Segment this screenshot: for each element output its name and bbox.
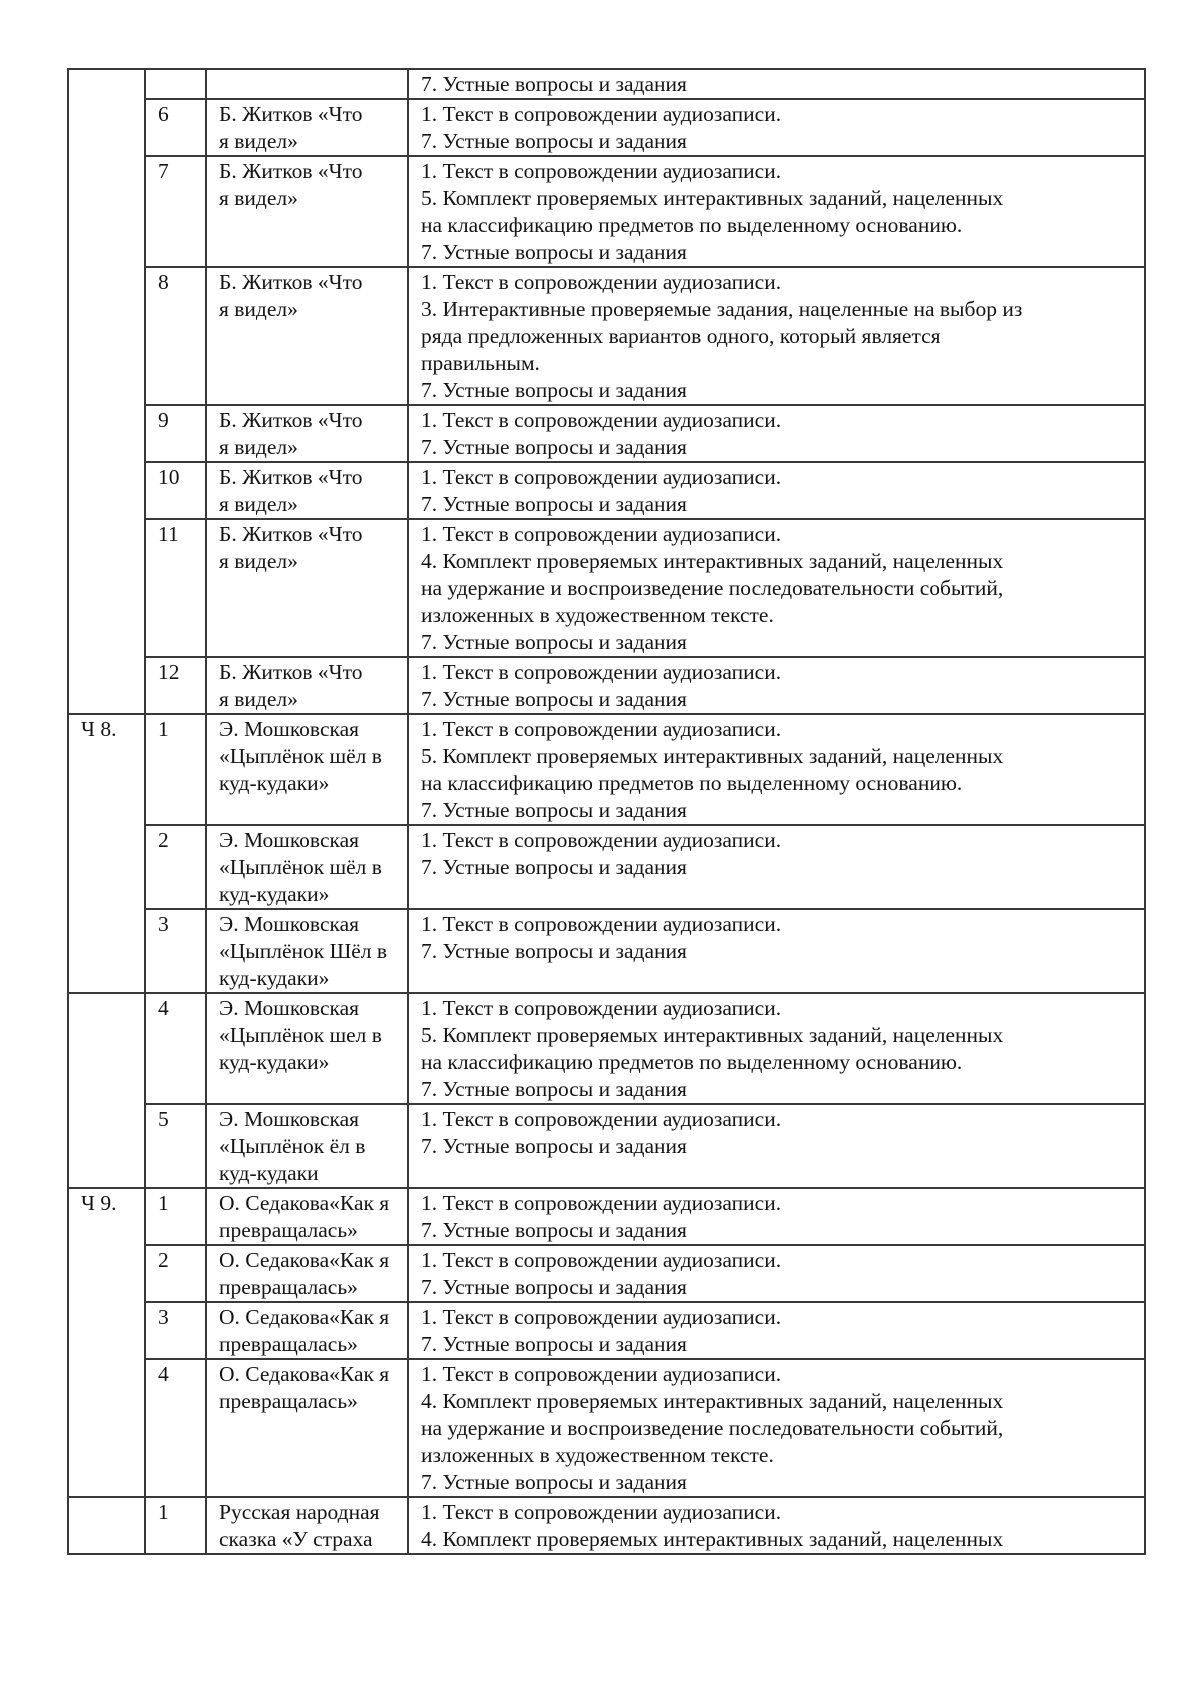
- tasks-cell: [408, 993, 1145, 1104]
- task-line: 1. Текст в сопровождении аудиозаписи.: [421, 1191, 782, 1215]
- table-row: [68, 714, 1145, 825]
- lesson-number-cell: [145, 993, 206, 1104]
- lesson-number-cell: [145, 1245, 206, 1302]
- work-title-cell: [206, 1104, 408, 1188]
- work-title-line: я видел»: [219, 687, 298, 711]
- work-title-line: превращалась»: [219, 1218, 358, 1242]
- table-row: [68, 825, 1145, 909]
- lesson-number: 4: [158, 1362, 169, 1386]
- work-title-line: превращалась»: [219, 1275, 358, 1299]
- lesson-number-cell: [145, 1302, 206, 1359]
- table-row: [68, 657, 1145, 714]
- work-title-cell: [206, 405, 408, 462]
- task-line: 5. Комплект проверяемых интерактивных заданий, нацеленных: [421, 744, 1004, 768]
- chapter-label: Ч 8.: [81, 717, 117, 741]
- task-line: 7. Устные вопросы и задания: [421, 1134, 687, 1158]
- task-line: 7. Устные вопросы и задания: [421, 435, 687, 459]
- table-row: [68, 1497, 1145, 1554]
- table-row: [68, 99, 1145, 156]
- curriculum-table: [67, 68, 1146, 1555]
- table-row: [68, 405, 1145, 462]
- work-title-line: О. Седакова«Как я: [219, 1362, 390, 1386]
- task-line: 7. Устные вопросы и задания: [421, 1275, 687, 1299]
- lesson-number-cell: [145, 1104, 206, 1188]
- work-title-cell: [206, 825, 408, 909]
- work-title-line: О. Седакова«Как я: [219, 1248, 390, 1272]
- lesson-number: 4: [158, 996, 169, 1020]
- chapter-cell: [68, 1497, 145, 1554]
- lesson-number-cell: [145, 69, 206, 99]
- lesson-number-cell: [145, 156, 206, 267]
- lesson-number: 7: [158, 159, 169, 183]
- task-line: 7. Устные вопросы и задания: [421, 855, 687, 879]
- work-title-line: превращалась»: [219, 1389, 358, 1413]
- work-title-line: «Цыплёнок шёл в: [219, 855, 382, 879]
- lesson-number-cell: [145, 825, 206, 909]
- lesson-number: 3: [158, 1305, 169, 1329]
- task-line: 4. Комплект проверяемых интерактивных заданий, нацеленных: [421, 549, 1004, 573]
- table-row: [68, 1188, 1145, 1245]
- task-line: правильным.: [421, 351, 540, 375]
- work-title-cell: [206, 462, 408, 519]
- chapter-label: Ч 9.: [81, 1191, 117, 1215]
- work-title-line: я видел»: [219, 492, 298, 516]
- lesson-number: 1: [158, 1500, 169, 1524]
- work-title-cell: [206, 1302, 408, 1359]
- lesson-number-cell: [145, 99, 206, 156]
- tasks-cell: [408, 1359, 1145, 1497]
- table-row: [68, 1104, 1145, 1188]
- task-line: 1. Текст в сопровождении аудиозаписи.: [421, 1107, 782, 1131]
- chapter-cell: [68, 1188, 145, 1497]
- work-title-line: куд-кудаки»: [219, 771, 330, 795]
- tasks-cell: [408, 267, 1145, 405]
- table-row: [68, 519, 1145, 657]
- work-title-line: я видел»: [219, 549, 298, 573]
- work-title-line: Б. Житков «Что: [219, 660, 363, 684]
- work-title-line: сказка «У страха: [219, 1527, 373, 1551]
- work-title-cell: [206, 1497, 408, 1554]
- lesson-number: 9: [158, 408, 169, 432]
- task-line: 1. Текст в сопровождении аудиозаписи.: [421, 1305, 782, 1329]
- task-line: 1. Текст в сопровождении аудиозаписи.: [421, 522, 782, 546]
- task-line: 7. Устные вопросы и задания: [421, 1332, 687, 1356]
- tasks-cell: [408, 1497, 1145, 1554]
- task-line: 1. Текст в сопровождении аудиозаписи.: [421, 465, 782, 489]
- work-title-line: Э. Мошковская: [219, 1107, 360, 1131]
- table-body: [68, 69, 1145, 1554]
- lesson-number: 11: [158, 522, 179, 546]
- task-line: 1. Текст в сопровождении аудиозаписи.: [421, 717, 782, 741]
- lesson-number: 5: [158, 1107, 169, 1131]
- work-title-line: Э. Мошковская: [219, 996, 360, 1020]
- lesson-number-cell: [145, 714, 206, 825]
- work-title-line: О. Седакова«Как я: [219, 1191, 390, 1215]
- tasks-cell: [408, 1245, 1145, 1302]
- work-title-line: Б. Житков «Что: [219, 270, 363, 294]
- tasks-cell: [408, 714, 1145, 825]
- task-line: 5. Комплект проверяемых интерактивных заданий, нацеленных: [421, 186, 1004, 210]
- task-line: 7. Устные вопросы и задания: [421, 129, 687, 153]
- work-title-cell: [206, 657, 408, 714]
- work-title-cell: [206, 519, 408, 657]
- tasks-cell: [408, 909, 1145, 993]
- lesson-number-cell: [145, 1188, 206, 1245]
- task-line: 7. Устные вопросы и задания: [421, 687, 687, 711]
- lesson-number: 1: [158, 1191, 169, 1215]
- work-title-line: Б. Житков «Что: [219, 102, 363, 126]
- work-title-cell: [206, 1245, 408, 1302]
- work-title-line: Э. Мошковская: [219, 912, 360, 936]
- work-title-line: Э. Мошковская: [219, 828, 360, 852]
- task-line: 1. Текст в сопровождении аудиозаписи.: [421, 159, 782, 183]
- work-title-line: Б. Житков «Что: [219, 522, 363, 546]
- task-line: 4. Комплект проверяемых интерактивных заданий, нацеленных: [421, 1527, 1004, 1551]
- work-title-line: «Цыплёнок шёл в: [219, 744, 382, 768]
- lesson-number-cell: [145, 657, 206, 714]
- lesson-number: 8: [158, 270, 169, 294]
- lesson-number: 6: [158, 102, 169, 126]
- task-line: 1. Текст в сопровождении аудиозаписи.: [421, 996, 782, 1020]
- lesson-number: 3: [158, 912, 169, 936]
- task-line: 7. Устные вопросы и задания: [421, 72, 687, 96]
- chapter-cell: [68, 993, 145, 1188]
- task-line: 7. Устные вопросы и задания: [421, 630, 687, 654]
- task-line: изложенных в художественном тексте.: [421, 603, 774, 627]
- tasks-cell: [408, 1104, 1145, 1188]
- lesson-number: 12: [158, 660, 180, 684]
- table-row: [68, 909, 1145, 993]
- lesson-number: 1: [158, 717, 169, 741]
- tasks-cell: [408, 519, 1145, 657]
- work-title-line: я видел»: [219, 435, 298, 459]
- task-line: ряда предложенных вариантов одного, который является: [421, 324, 941, 348]
- task-line: 7. Устные вопросы и задания: [421, 1077, 687, 1101]
- task-line: на удержание и воспроизведение последовательности событий,: [421, 1416, 1004, 1440]
- table-row: [68, 1359, 1145, 1497]
- task-line: 7. Устные вопросы и задания: [421, 939, 687, 963]
- work-title-cell: [206, 909, 408, 993]
- table-row: [68, 69, 1145, 99]
- lesson-number-cell: [145, 1497, 206, 1554]
- task-line: на удержание и воспроизведение последовательности событий,: [421, 576, 1004, 600]
- task-line: 1. Текст в сопровождении аудиозаписи.: [421, 912, 782, 936]
- task-line: 1. Текст в сопровождении аудиозаписи.: [421, 828, 782, 852]
- work-title-cell: [206, 69, 408, 99]
- chapter-cell: [68, 714, 145, 993]
- lesson-number-cell: [145, 1359, 206, 1497]
- work-title-cell: [206, 993, 408, 1104]
- tasks-cell: [408, 99, 1145, 156]
- table-row: [68, 267, 1145, 405]
- work-title-line: куд-кудаки»: [219, 1050, 330, 1074]
- work-title-line: куд-кудаки»: [219, 966, 330, 990]
- task-line: 4. Комплект проверяемых интерактивных заданий, нацеленных: [421, 1389, 1004, 1413]
- work-title-line: «Цыплёнок шел в: [219, 1023, 382, 1047]
- task-line: 1. Текст в сопровождении аудиозаписи.: [421, 1248, 782, 1272]
- work-title-line: Б. Житков «Что: [219, 159, 363, 183]
- task-line: 7. Устные вопросы и задания: [421, 378, 687, 402]
- lesson-number-cell: [145, 462, 206, 519]
- task-line: 7. Устные вопросы и задания: [421, 1218, 687, 1242]
- task-line: изложенных в художественном тексте.: [421, 1443, 774, 1467]
- lesson-number-cell: [145, 909, 206, 993]
- work-title-cell: [206, 1359, 408, 1497]
- work-title-cell: [206, 99, 408, 156]
- work-title-cell: [206, 156, 408, 267]
- task-line: 1. Текст в сопровождении аудиозаписи.: [421, 408, 782, 432]
- task-line: 1. Текст в сопровождении аудиозаписи.: [421, 102, 782, 126]
- tasks-cell: [408, 156, 1145, 267]
- table-row: [68, 1245, 1145, 1302]
- lesson-number-cell: [145, 405, 206, 462]
- task-line: 5. Комплект проверяемых интерактивных заданий, нацеленных: [421, 1023, 1004, 1047]
- table-row: [68, 1302, 1145, 1359]
- table-row: [68, 156, 1145, 267]
- tasks-cell: [408, 657, 1145, 714]
- task-line: 1. Текст в сопровождении аудиозаписи.: [421, 660, 782, 684]
- task-line: на классификацию предметов по выделенному основанию.: [421, 213, 963, 237]
- task-line: 7. Устные вопросы и задания: [421, 492, 687, 516]
- work-title-cell: [206, 1188, 408, 1245]
- tasks-cell: [408, 69, 1145, 99]
- task-line: 7. Устные вопросы и задания: [421, 240, 687, 264]
- work-title-line: Э. Мошковская: [219, 717, 360, 741]
- work-title-line: куд-кудаки»: [219, 882, 330, 906]
- lesson-number: 2: [158, 1248, 169, 1272]
- work-title-line: я видел»: [219, 297, 298, 321]
- work-title-cell: [206, 714, 408, 825]
- tasks-cell: [408, 462, 1145, 519]
- work-title-line: О. Седакова«Как я: [219, 1305, 390, 1329]
- chapter-cell: [68, 69, 145, 714]
- work-title-line: Русская народная: [219, 1500, 380, 1524]
- task-line: 7. Устные вопросы и задания: [421, 1470, 687, 1494]
- tasks-cell: [408, 825, 1145, 909]
- tasks-cell: [408, 1188, 1145, 1245]
- task-line: 7. Устные вопросы и задания: [421, 798, 687, 822]
- lesson-number-cell: [145, 267, 206, 405]
- work-title-line: «Цыплёнок Шёл в: [219, 939, 388, 963]
- work-title-line: куд-кудаки: [219, 1161, 319, 1185]
- task-line: 1. Текст в сопровождении аудиозаписи.: [421, 1362, 782, 1386]
- lesson-number-cell: [145, 519, 206, 657]
- task-line: на классификацию предметов по выделенному основанию.: [421, 771, 963, 795]
- tasks-cell: [408, 405, 1145, 462]
- work-title-line: я видел»: [219, 129, 298, 153]
- task-line: на классификацию предметов по выделенному основанию.: [421, 1050, 963, 1074]
- work-title-line: превращалась»: [219, 1332, 358, 1356]
- task-line: 1. Текст в сопровождении аудиозаписи.: [421, 270, 782, 294]
- table-row: [68, 462, 1145, 519]
- task-line: 3. Интерактивные проверяемые задания, нацеленные на выбор из: [421, 297, 1023, 321]
- work-title-line: Б. Житков «Что: [219, 408, 363, 432]
- table-row: [68, 993, 1145, 1104]
- work-title-line: Б. Житков «Что: [219, 465, 363, 489]
- work-title-line: «Цыплёнок ёл в: [219, 1134, 366, 1158]
- work-title-cell: [206, 267, 408, 405]
- tasks-cell: [408, 1302, 1145, 1359]
- work-title-line: я видел»: [219, 186, 298, 210]
- lesson-number: 10: [158, 465, 180, 489]
- lesson-number: 2: [158, 828, 169, 852]
- task-line: 1. Текст в сопровождении аудиозаписи.: [421, 1500, 782, 1524]
